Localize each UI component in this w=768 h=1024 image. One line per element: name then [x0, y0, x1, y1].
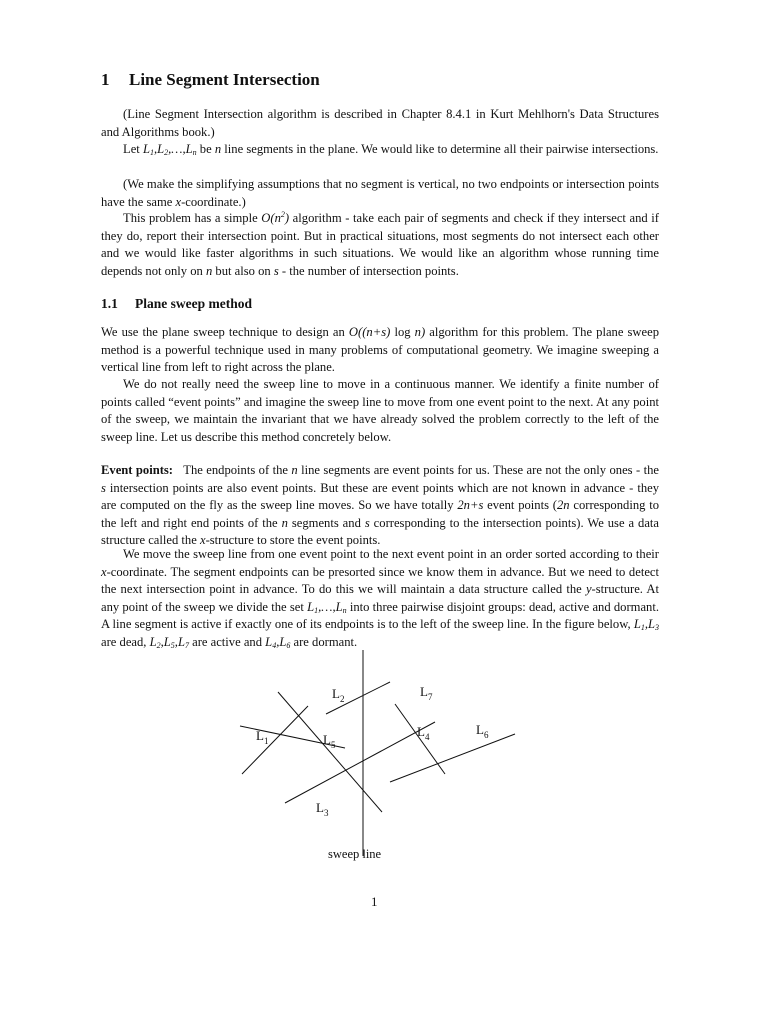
intro-paragraph-1: (Line Segment Intersection algorithm is described in Chapter 8.4.1 in Kurt Mehlhorn's Data Structures and Algorithms book.): [101, 107, 659, 139]
intro-paragraph-4: This problem has a simple $O(n^2)$ algorithm - take each pair of segments and check if they intersect and if they do, report their intersection point. But in practical situations, most segments do not intersect each other and we would like faster algorithms in such situations. We would like an algorithm whose running time depends not only on n but also on s - the number of intersection points.: [101, 210, 659, 278]
section-title: Line Segment Intersection: [129, 70, 320, 89]
segments-diagram: [230, 648, 530, 863]
label-L5: $L_5$: [323, 732, 336, 750]
sweep-line-caption: sweep line: [328, 847, 382, 861]
sweep-paragraph-2: We do not really need the sweep line to move in a continuous manner. We identify a finite number of points called “event points” and imagine the sweep line to move from one event point to the next. At any point of the sweep, we maintain the invariant that we have already solved the problem correctly to the left of the sweep line. Let us describe this method concretely below.: [101, 377, 659, 444]
math-active-set: $L_2,L_5,L_7$: [149, 634, 189, 650]
subsection-heading: [101, 296, 252, 312]
math-complexity: O((n+s) log n): [348, 325, 426, 339]
label-L2: $L_2$: [332, 686, 345, 704]
event-points-label: Event points:: [101, 463, 173, 477]
label-L1: $L_1$: [256, 728, 269, 746]
segment-L6: [390, 734, 515, 782]
intro-paragraph-3: (We make the simplifying assumptions that no segment is vertical, no two endpoints or intersection points have the same x-coordinate.): [101, 177, 659, 209]
label-L4: $L_4$: [417, 724, 430, 742]
event-paragraph-1: Event points: The endpoints of the n line segments are event points for us. These are not the only ones - the s intersection points are also event points. But these are event points which are not known in advance - they are computed on the fly as the sweep line moves. So we have totally 2n+s event points (2n corresponding to the left and right end points of the n segments and s corresponding to the intersection points). We use a data structure called the x-structure to store the event points.: [101, 463, 660, 547]
math-O-n-squared: $O(n^2)$: [261, 210, 290, 225]
sweep-paragraph-1: We use the plane sweep technique to design an O((n+s) log n) algorithm for this problem. The plane sweep method is a powerful technique used in many problems of computational geometry. We imagine sweeping a vertical line from left to right across the plane.: [101, 325, 660, 374]
segment-L1: [242, 706, 308, 774]
math-segments-list: $L_1,L_2,\dots,L_n$: [142, 142, 197, 157]
page-number: 1: [371, 894, 378, 909]
intro-paragraph-2: Let $L_1,L_2,\dots,L_n$ be n line segments in the plane. We would like to determine all their pairwise intersections.: [123, 142, 659, 157]
math-set-L1-Ln: $L_1,\dots,L_n$: [307, 599, 347, 615]
section-number: 1: [101, 70, 110, 89]
section-heading: [101, 70, 320, 90]
subsection-number: 1.1: [101, 296, 118, 311]
event-paragraph-2: We move the sweep line from one event point to the next event point in an order sorted according to their x-coordinate. The segment endpoints can be presorted since we know them in advance. But we need to detect the next intersection point in advance. To do this we will maintain a data structure called the y-structure. At any point of the sweep we divide the set $L_1,\dots,L_n$ into three pairwise disjoint groups: dead, active and dormant. A line segment is active if exactly one of its endpoints is to the left of the sweep line. In the figure below, $L_1,L_3$ are dead, $L_2,L_5,L_7$ are active and $L_4,L_6$ are dormant.: [101, 547, 660, 650]
label-L6: $L_6$: [476, 722, 489, 740]
math-dormant-set: $L_4,L_6$: [265, 634, 291, 650]
label-L7: $L_7$: [420, 684, 433, 702]
segment-L5: [285, 722, 435, 803]
sweep-line-figure: [230, 648, 530, 863]
subsection-title: Plane sweep method: [135, 296, 252, 311]
label-L3: $L_3$: [316, 800, 329, 818]
math-dead-set: $L_1,L_3$: [633, 617, 659, 632]
segment-L3: [278, 692, 382, 812]
